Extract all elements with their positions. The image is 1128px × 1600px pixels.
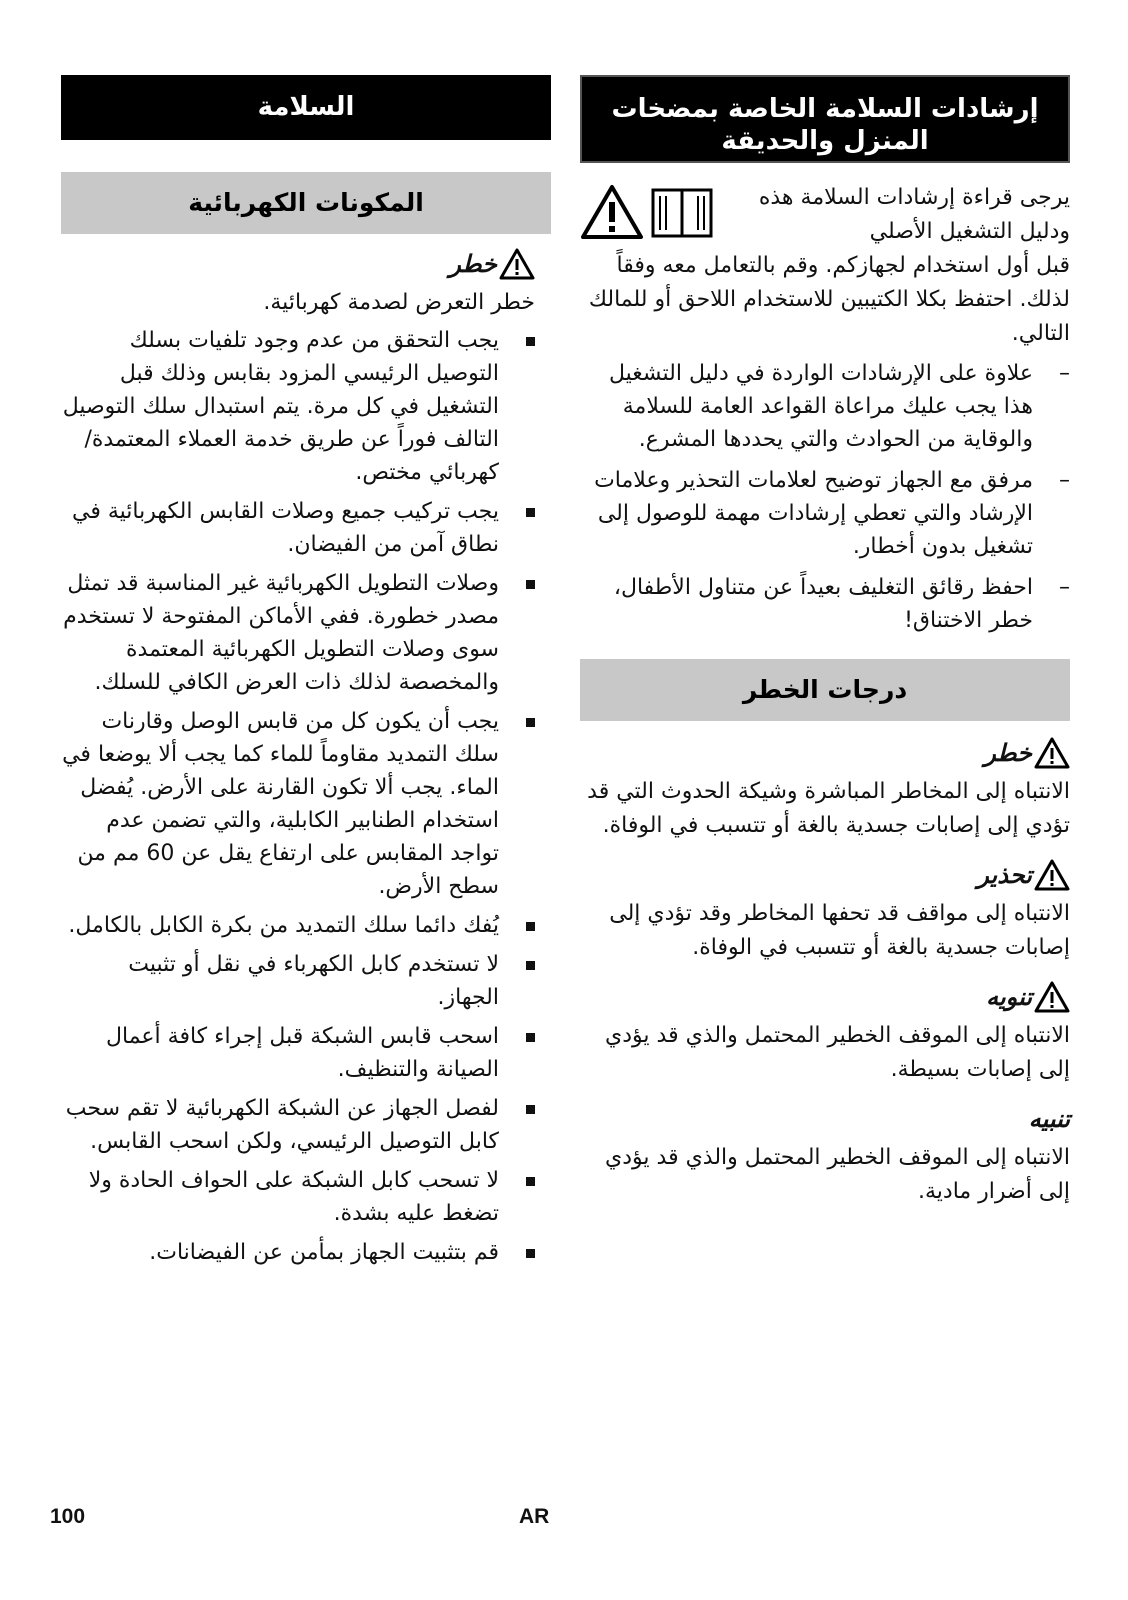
list-item: – احفظ رقائق التغليف بعيداً عن متناول الأطفال، خطر الاختناق! [580,571,1070,637]
list-item: لا تسحب كابل الشبكة على الحواف الحادة ولا تضغط عليه بشدة. [61,1164,551,1230]
signal-word: تنويه [580,975,1070,1019]
list-item: اسحب قابس الشبكة قبل إجراء كافة أعمال الصيانة والتنظيف. [61,1020,551,1086]
language-code: AR [519,1505,550,1528]
manual-book-icon [650,184,714,240]
section-header-hazard-levels: درجات الخطر [580,659,1070,721]
hazard-level-danger [580,731,1070,843]
list-item: يجب أن يكون كل من قابس الوصل وقارنات سلك التمديد مقاوماً للماء كما يجب ألا يوضعا في الماء. يجب ألا تكون القارنة على الأرض. يُفضل استخدام الطنابير الكابلية، والتي تضمن عدم تواجد المقابس على ارتفاع يقل عن 60 مم من سطح الأرض. [61,705,551,903]
signal-word: تحذير [580,853,1070,897]
signal-word: تنبيه [1028,1105,1070,1133]
left-column [61,75,551,1275]
bullet-square-icon [526,1177,535,1186]
electrical-rules-list [61,324,551,1269]
bullet-square-icon [526,337,535,346]
bullet-square-icon [526,922,535,931]
list-item: يُفك دائما سلك التمديد من بكرة الكابل بالكامل. [61,909,551,942]
list-item: قم بتثبيت الجهاز بمأمن عن الفيضانات. [61,1236,551,1269]
warning-triangle-icon [580,184,644,240]
page-number: 100 [50,1505,86,1528]
signal-word: خطر [580,731,1070,775]
list-item: يجب تركيب جميع وصلات القابس الكهربائية في نطاق آمن من الفيضان. [61,495,551,561]
intro-block [580,181,1070,351]
danger-text: خطر التعرض لصدمة كهربائية. [263,290,535,315]
hazard-level-warning [580,853,1070,965]
list-item: يجب التحقق من عدم وجود تلفيات بسلك التوصيل الرئيسي المزود بقابس وذلك قبل التشغيل في كل مرة. يتم استبدال سلك التوصيل التالف فوراً عن طريق خدمة العملاء المعتمدة/كهربائي مختص. [61,324,551,489]
right-column [580,75,1070,1209]
subsection-header-electrical: المكونات الكهربائية [61,172,551,234]
dash-marker: – [1059,468,1070,493]
intro-icons [580,184,716,240]
notes-list [580,357,1070,637]
bullet-square-icon [526,580,535,589]
hazard-text: الانتباه إلى مواقف قد تحفها المخاطر وقد تؤدي إلى إصابات جسدية بالغة أو تتسبب في الوفاة. [609,901,1070,960]
warning-triangle-icon [1034,981,1070,1013]
bullet-square-icon [526,1033,535,1042]
intro-first-lines: يرجى قراءة إرشادات السلامة هذه ودليل التشغيل الأصلي [758,185,1070,244]
bullet-square-icon [526,1249,535,1258]
hazard-level-notice [580,1097,1070,1209]
warning-triangle-icon [1034,859,1070,891]
bullet-square-icon [526,961,535,970]
intro-rest: قبل أول استخدام لجهازكم. وقم بالتعامل معه وفقاً لذلك. احتفظ بكلا الكتيبين للاستخدام اللاحق أو للمالك التالي. [588,253,1070,346]
hazard-text: الانتباه إلى المخاطر المباشرة وشيكة الحدوث التي قد تؤدي إلى إصابات جسدية بالغة أو تتسبب في الوفاة. [587,779,1070,838]
list-item: لفصل الجهاز عن الشبكة الكهربائية لا تقم سحب كابل التوصيل الرئيسي، ولكن اسحب القابس. [61,1092,551,1158]
hazard-text: الانتباه إلى الموقف الخطير المحتمل والذي قد يؤدي إلى أضرار مادية. [605,1145,1070,1204]
section-header-pump-safety: إرشادات السلامة الخاصة بمضخات المنزل والحديقة [580,75,1070,163]
dash-marker: – [1059,575,1070,600]
bullet-square-icon [526,718,535,727]
bullet-square-icon [526,1105,535,1114]
list-item: لا تستخدم كابل الكهرباء في نقل أو تثبيت الجهاز. [61,948,551,1014]
list-item: – مرفق مع الجهاز توضيح لعلامات التحذير وعلامات الإرشاد والتي تعطي إرشادات مهمة للوصول إلى تشغيل بدون أخطار. [580,464,1070,563]
section-header-safety: السلامة [61,75,551,140]
warning-triangle-icon [1034,737,1070,769]
bullet-square-icon [526,508,535,517]
dash-marker: – [1059,361,1070,386]
hazard-level-caution [580,975,1070,1087]
warning-triangle-icon [499,248,535,280]
list-item: وصلات التطويل الكهربائية غير المناسبة قد تمثل مصدر خطورة. ففي الأماكن المفتوحة لا تستخدم سوى وصلات التطويل الكهربائية المعتمدة والمخصصة لذلك ذات العرض الكافي للسلك. [61,567,551,699]
signal-word: خطر [61,242,551,286]
hazard-text: الانتباه إلى الموقف الخطير المحتمل والذي قد يؤدي إلى إصابات بسيطة. [605,1023,1070,1082]
list-item: – علاوة على الإرشادات الواردة في دليل التشغيل هذا يجب عليك مراعاة القواعد العامة للسلامة والوقاية من الحوادث والتي يحددها المشرع. [580,357,1070,456]
